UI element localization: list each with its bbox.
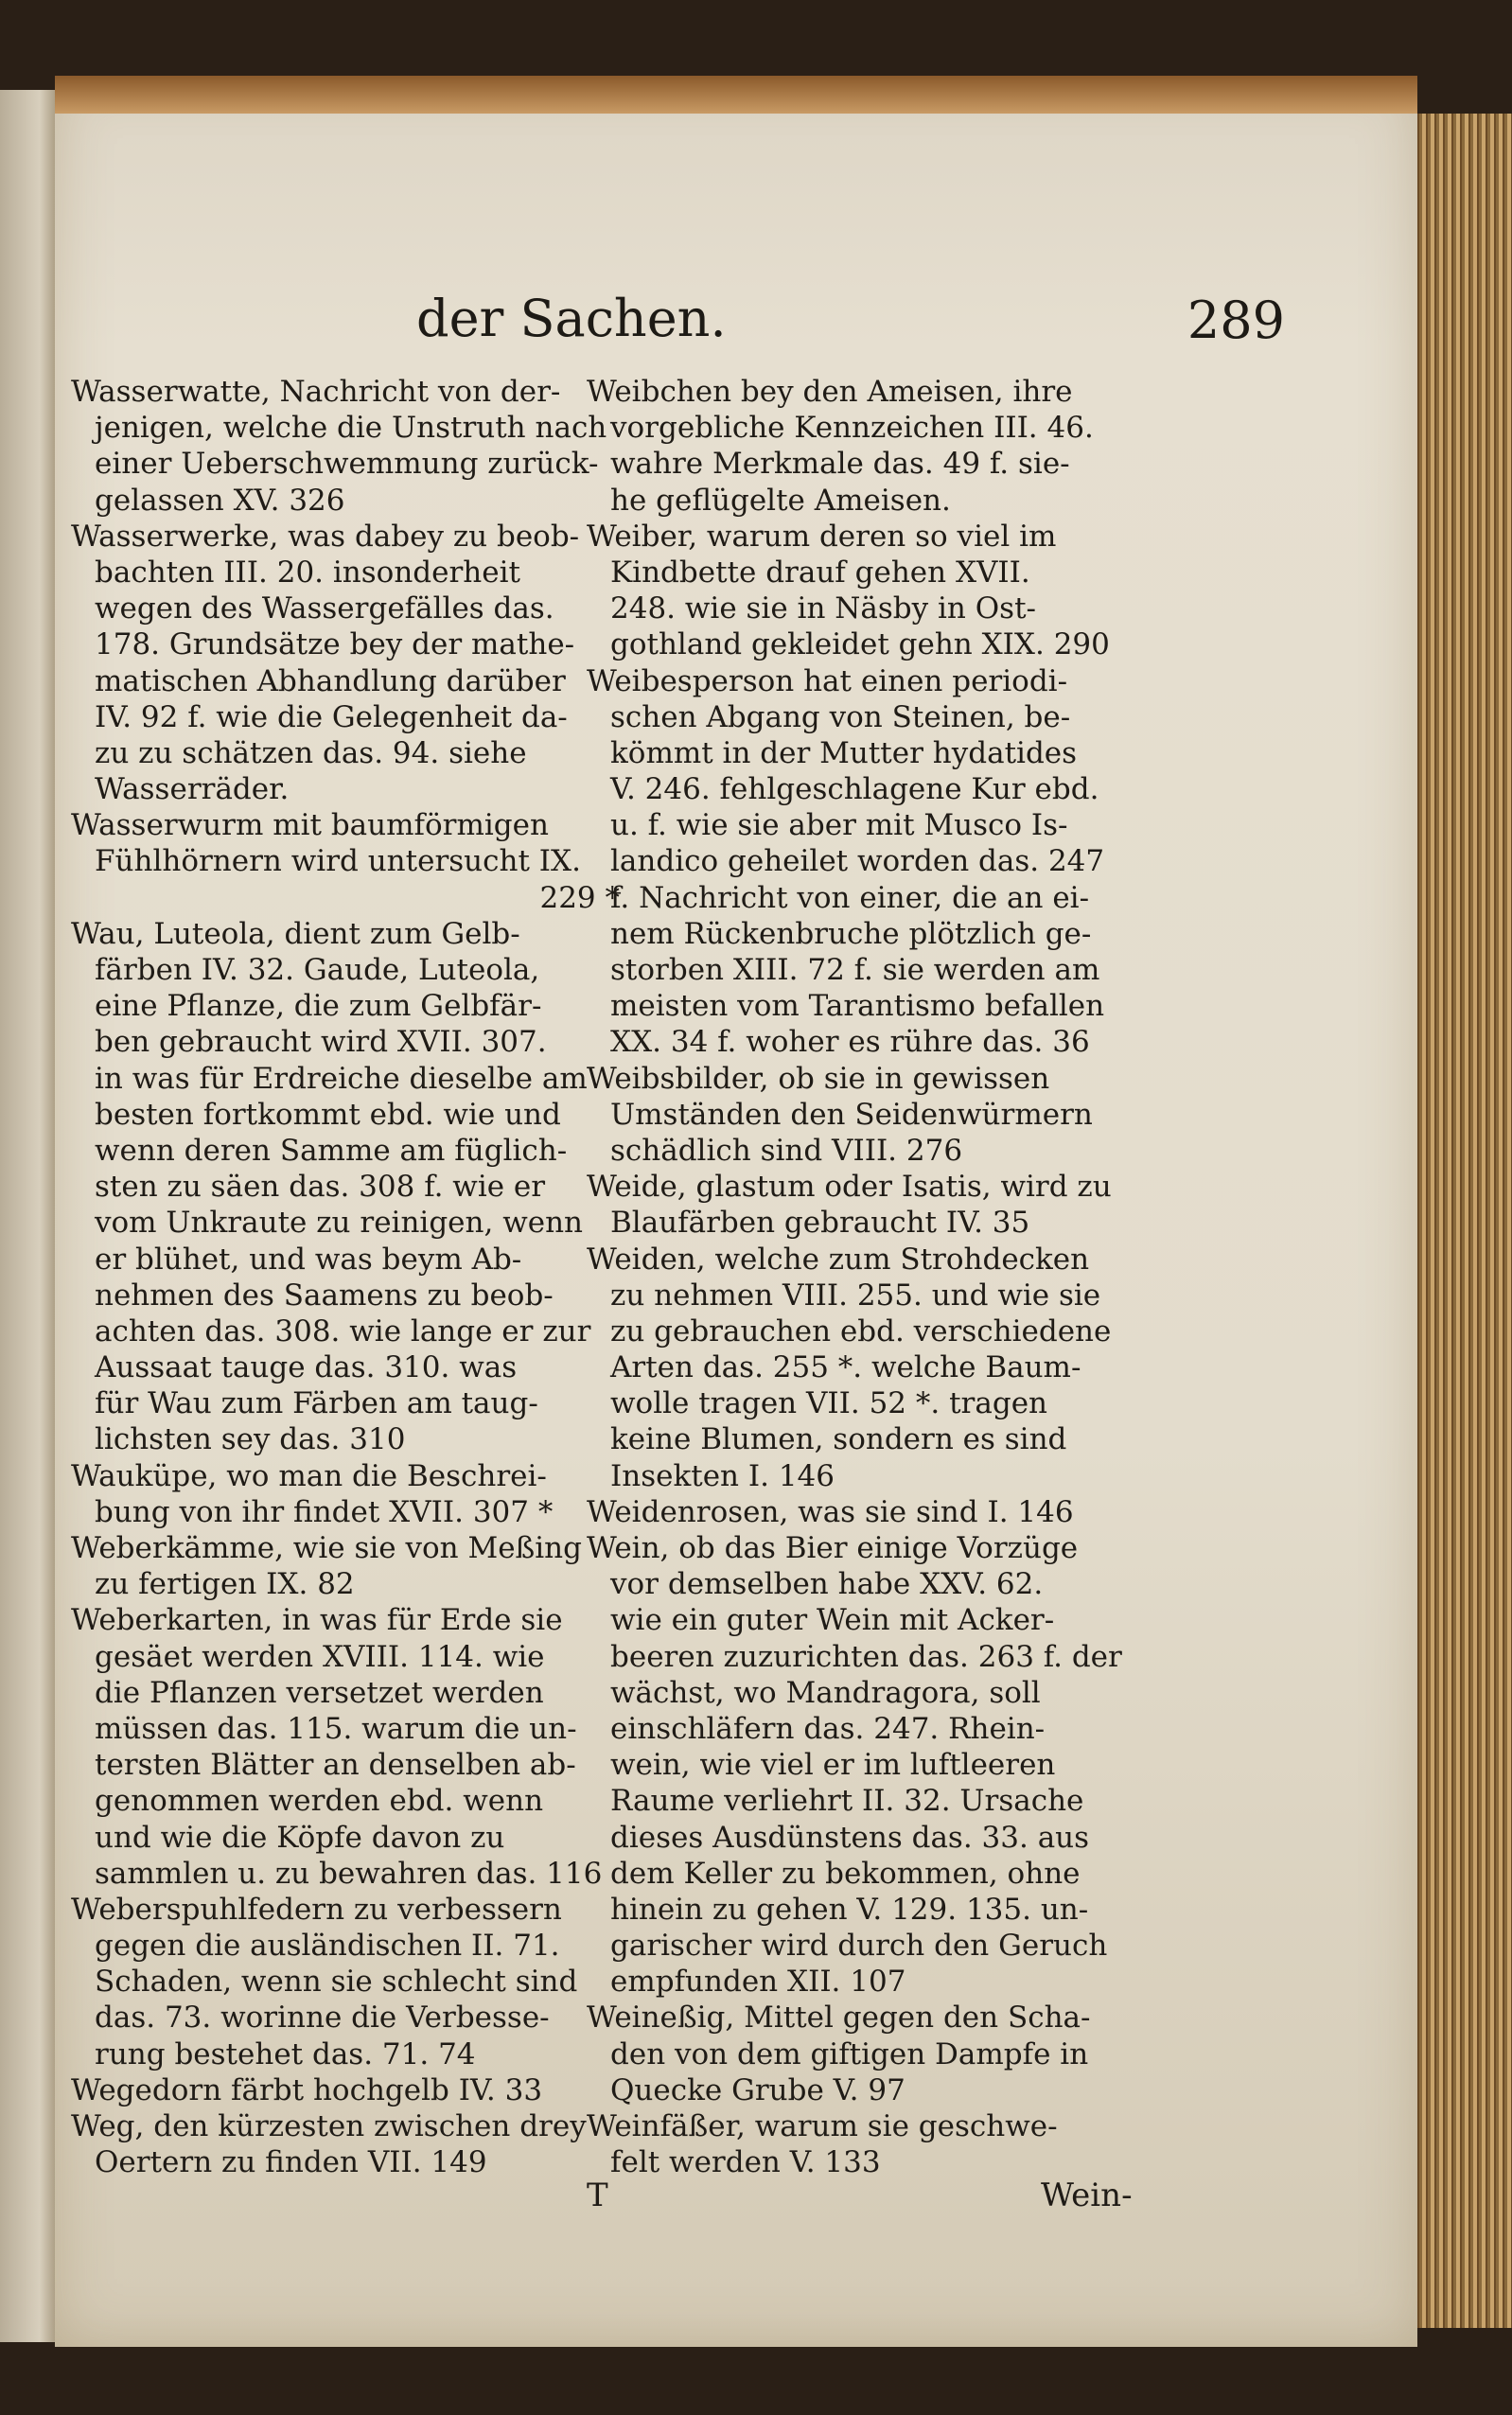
index-line: Umständen den Seidenwürmern [610, 1097, 1093, 1132]
index-line: empfunden XII. 107 [610, 1965, 906, 2000]
index-line: sten zu säen das. 308 f. wie er [95, 1170, 546, 1205]
index-line: Wasserwurm mit baumförmigen [71, 808, 549, 843]
index-line: wolle tragen VII. 52 *. tragen [610, 1386, 1048, 1421]
index-line: den von dem giftigen Dampfe in [610, 2036, 1089, 2071]
index-line: Weineßig, Mittel gegen den Scha- [587, 2001, 1091, 2036]
index-line: gelassen XV. 326 [95, 483, 345, 518]
running-title: der Sachen. [416, 289, 727, 348]
index-line: Schaden, wenn sie schlecht sind [95, 1965, 578, 2000]
index-line: zu zu schätzen das. 94. siehe [95, 735, 527, 770]
index-line: Wein, ob das Bier einige Vorzüge [587, 1531, 1079, 1565]
index-column-right [587, 374, 1145, 2180]
index-line: wie ein guter Wein mit Acker- [610, 1603, 1055, 1638]
index-line: einer Ueberschwemmung zurück- [95, 447, 599, 482]
index-line: meisten vom Tarantismo befallen [610, 989, 1105, 1024]
index-line: Aussaat tauge das. 310. was [95, 1350, 518, 1385]
index-line: jenigen, welche die Unstruth nach [95, 411, 607, 446]
index-line: sammlen u. zu bewahren das. 116 [95, 1856, 603, 1891]
index-line: vor demselben habe XXV. 62. [610, 1567, 1044, 1602]
index-line: rung bestehet das. 71. 74 [95, 2036, 476, 2071]
catchword: Wein- [1041, 2177, 1133, 2214]
index-line: 178. Grundsätze bey der mathe- [95, 627, 575, 662]
index-line: Wasserwerke, was dabey zu beob- [71, 519, 580, 554]
index-line: Wau, Luteola, dient zum Gelb- [71, 916, 520, 951]
index-line: Weidenrosen, was sie sind I. 146 [587, 1494, 1074, 1529]
index-line: landico geheilet worden das. 247 [610, 844, 1105, 879]
index-line: vorgebliche Kennzeichen III. 46. [610, 411, 1094, 446]
index-line: und wie die Köpfe davon zu [95, 1820, 505, 1855]
index-line: müssen das. 115. warum die un- [95, 1711, 577, 1746]
index-line: Weberkarten, in was für Erde sie [71, 1603, 563, 1638]
index-line: Wauküpe, wo man die Beschrei- [71, 1458, 547, 1493]
index-line: Insekten I. 146 [610, 1458, 835, 1493]
index-line: Weiber, warum deren so viel im [587, 519, 1057, 554]
index-line: genommen werden ebd. wenn [95, 1784, 544, 1819]
index-line: ben gebraucht wird XVII. 307. [95, 1025, 547, 1060]
index-line: Wasserwatte, Nachricht von der- [71, 375, 561, 409]
index-line: Weibesperson hat einen periodi- [587, 663, 1068, 698]
index-line: Weiden, welche zum Strohdecken [587, 1242, 1090, 1277]
index-line: Kindbette drauf gehen XVII. [610, 555, 1030, 590]
index-line: wenn deren Samme am füglich- [95, 1133, 568, 1168]
index-line: Weibchen bey den Ameisen, ihre [587, 375, 1073, 409]
index-line: kömmt in der Mutter hydatides [610, 735, 1078, 770]
page-top-edge [55, 76, 1417, 114]
index-line: das. 73. worinne die Verbesse- [95, 2001, 550, 2036]
index-line: gegen die ausländischen II. 71. [95, 1929, 560, 1964]
index-line: V. 246. fehlgeschlagene Kur ebd. [610, 772, 1099, 807]
index-line: bachten III. 20. insonderheit [95, 555, 520, 590]
index-line: Weide, glastum oder Isatis, wird zu [587, 1170, 1112, 1205]
page-footer [0, 2177, 1512, 2214]
index-line: eine Pflanze, die zum Gelbfär- [95, 989, 542, 1024]
index-line: Wegedorn färbt hochgelb IV. 33 [71, 2072, 543, 2107]
adjacent-left-page [0, 90, 57, 2342]
index-line: storben XIII. 72 f. sie werden am [610, 953, 1100, 987]
index-line: hinein zu gehen V. 129. 135. un- [610, 1892, 1089, 1927]
index-line: färben IV. 32. Gaude, Luteola, [95, 953, 540, 987]
index-line: achten das. 308. wie lange er zur [95, 1313, 591, 1349]
index-line: nehmen des Saamens zu beob- [95, 1278, 554, 1313]
index-line: Arten das. 255 *. welche Baum- [610, 1350, 1081, 1385]
index-line: f. Nachricht von einer, die an ei- [610, 880, 1090, 915]
index-line: besten fortkommt ebd. wie und [95, 1097, 561, 1132]
index-line: einschläfern das. 247. Rhein- [610, 1711, 1046, 1746]
index-line: die Pflanzen versetzet werden [95, 1675, 544, 1710]
index-line: Blaufärben gebraucht IV. 35 [610, 1206, 1030, 1241]
index-line: Oertern zu finden VII. 149 [95, 2145, 487, 2180]
index-line: schen Abgang von Steinen, be- [610, 699, 1071, 734]
index-line: Wasserräder. [95, 772, 290, 807]
index-line: zu nehmen VIII. 255. und wie sie [610, 1278, 1101, 1313]
index-line: Weberkämme, wie sie von Meßing [71, 1531, 582, 1565]
index-line: gesäet werden XVIII. 114. wie [95, 1639, 545, 1674]
index-line: Raume verliehrt II. 32. Ursache [610, 1784, 1084, 1819]
page-header [0, 289, 1512, 355]
index-line: wächst, wo Mandragora, soll [610, 1675, 1041, 1710]
index-line: IV. 92 f. wie die Gelegenheit da- [95, 699, 568, 734]
index-line: he geflügelte Ameisen. [610, 483, 951, 518]
index-line: keine Blumen, sondern es sind [610, 1422, 1067, 1457]
signature-mark: T [587, 2177, 608, 2214]
index-column-left [71, 374, 629, 2180]
index-line: Weinfäßer, warum sie geschwe- [587, 2109, 1058, 2143]
index-line: dem Keller zu bekommen, ohne [610, 1856, 1081, 1891]
index-line: zu gebrauchen ebd. verschiedene [610, 1313, 1112, 1349]
index-line: wahre Merkmale das. 49 f. sie- [610, 447, 1070, 482]
index-line: vom Unkraute zu reinigen, wenn [95, 1206, 584, 1241]
index-line: u. f. wie sie aber mit Musco Is- [610, 808, 1068, 843]
index-line: schädlich sind VIII. 276 [610, 1133, 963, 1168]
index-line: beeren zuzurichten das. 263 f. der [610, 1639, 1122, 1674]
index-line: Fühlhörnern wird untersucht IX. [95, 844, 581, 879]
index-line: gothland gekleidet gehn XIX. 290 [610, 627, 1110, 662]
index-line: bung von ihr findet XVII. 307 * [95, 1494, 554, 1529]
index-line: in was für Erdreiche dieselbe am [95, 1061, 588, 1096]
index-line: dieses Ausdünstens das. 33. aus [610, 1820, 1090, 1855]
index-line: tersten Blätter an denselben ab- [95, 1748, 576, 1783]
index-line: Weberspuhlfedern zu verbessern [71, 1892, 562, 1927]
index-line: 229 * [539, 880, 620, 915]
index-line: Quecke Grube V. 97 [610, 2072, 905, 2107]
index-line: wegen des Wassergefälles das. [95, 591, 554, 626]
index-line: felt werden V. 133 [610, 2145, 881, 2180]
index-line: matischen Abhandlung darüber [95, 663, 566, 698]
index-line: garischer wird durch den Geruch [610, 1929, 1108, 1964]
index-line: Weibsbilder, ob sie in gewissen [587, 1061, 1050, 1096]
index-line: XX. 34 f. woher es rühre das. 36 [610, 1025, 1090, 1060]
index-line: 248. wie sie in Näsby in Ost- [610, 591, 1036, 626]
index-line: zu fertigen IX. 82 [95, 1567, 355, 1602]
page-number: 289 [1187, 291, 1285, 350]
index-line: lichsten sey das. 310 [95, 1422, 406, 1457]
index-line: Weg, den kürzesten zwischen drey [71, 2109, 587, 2143]
index-line: für Wau zum Färben am taug- [95, 1386, 538, 1421]
index-line: nem Rückenbruche plötzlich ge- [610, 916, 1092, 951]
index-line: wein, wie viel er im luftleeren [610, 1748, 1056, 1783]
index-line: er blühet, und was beym Ab- [95, 1242, 522, 1277]
